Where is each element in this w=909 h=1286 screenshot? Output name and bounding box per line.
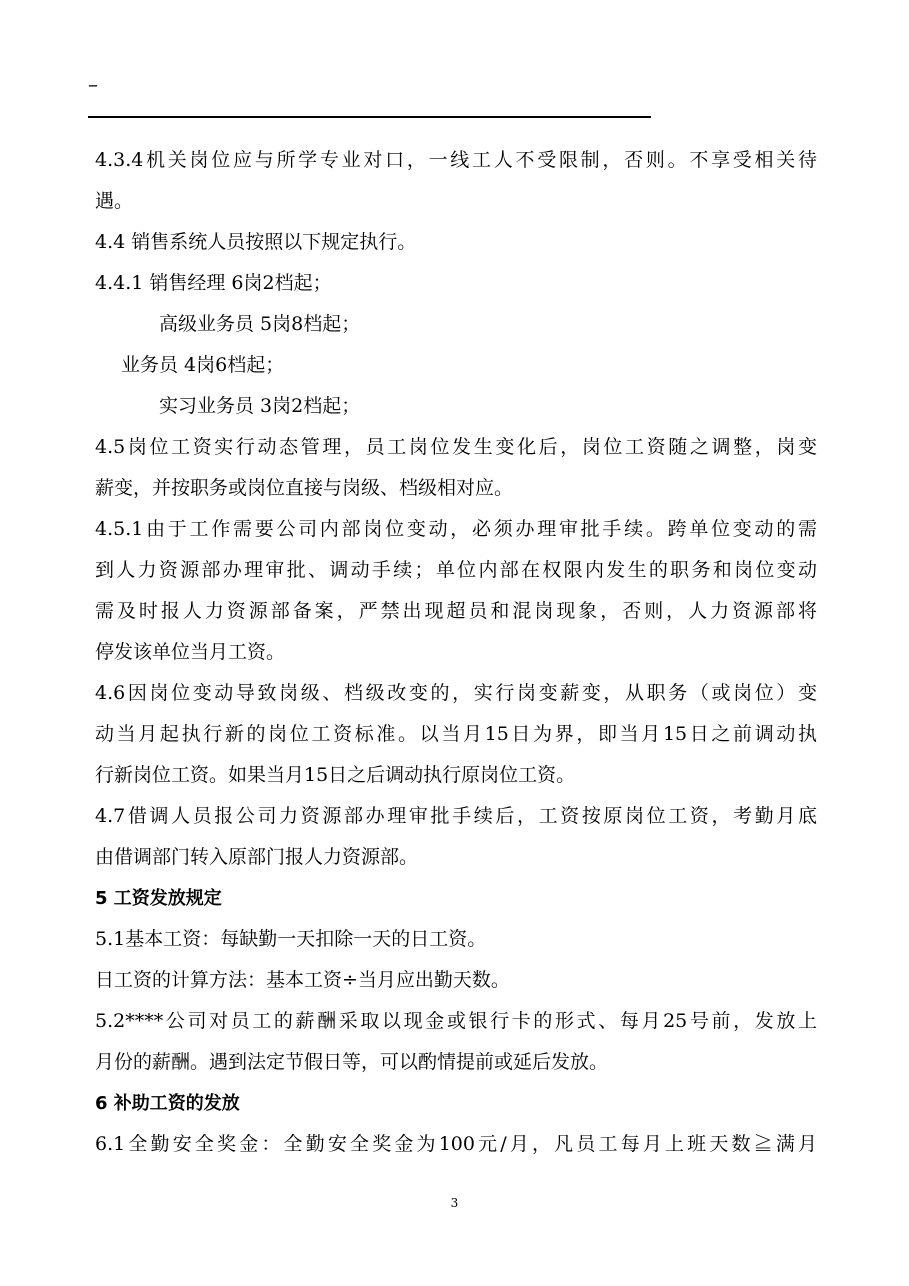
paragraph-line: 需及时报人力资源部备案，严禁出现超员和混岗现象，否则，人力资源部将 [95, 600, 817, 622]
paragraph-line: 薪变，并按职务或岗位直接与岗级、档级相对应。 [95, 477, 514, 499]
paragraph-line: 到人力资源部办理审批、调动手续；单位内部在权限内发生的职务和岗位变动 [95, 559, 817, 581]
header-rule [88, 116, 651, 118]
paragraph-line: 月份的薪酬。遇到法定节假日等，可以酌情提前或延后发放。 [95, 1051, 609, 1073]
paragraph-line: 4.5岗位工资实行动态管理，员工岗位发生变化后，岗位工资随之调整，岗变 [95, 436, 817, 458]
paragraph-line: 4.7借调人员报公司力资源部办理审批手续后，工资按原岗位工资，考勤月底 [95, 805, 817, 827]
paragraph-line: 4.5.1由于工作需要公司内部岗位变动，必须办理审批手续。跨单位变动的需 [95, 518, 817, 540]
document-body [95, 140, 817, 1165]
paragraph-line: 5.2****公司对员工的薪酬采取以现金或银行卡的形式、每月25号前，发放上 [95, 1010, 817, 1032]
page-number: 3 [450, 1196, 459, 1210]
paragraph-line: 行新岗位工资。如果当月15日之后调动执行原岗位工资。 [95, 764, 576, 786]
paragraph-line: 停发该单位当月工资。 [95, 641, 286, 663]
paragraph-line: 由借调部门转入原部门报人力资源部。 [95, 846, 419, 868]
paragraph-line: 遇。 [95, 190, 134, 212]
paragraph-line: 动当月起执行新的岗位工资标准。以当月15日为界，即当月15日之前调动执 [95, 723, 817, 745]
paragraph-line: 日工资的计算方法：基本工资÷当月应出勤天数。 [95, 969, 510, 991]
paragraph-line: 4.6因岗位变动导致岗级、档级改变的，实行岗变薪变，从职务（或岗位）变 [95, 682, 817, 704]
paragraph-line: 实习业务员 3岗2档起； [159, 395, 361, 417]
header-mark: – [88, 72, 98, 96]
section-heading: 5 工资发放规定 [95, 888, 222, 909]
paragraph-line: 4.4.1 销售经理 6岗2档起； [95, 272, 332, 294]
paragraph-line: 4.4 销售系统人员按照以下规定执行。 [95, 231, 417, 253]
paragraph-line: 业务员 4岗6档起； [121, 354, 285, 376]
paragraph-line: 6.1全勤安全奖金：全勤安全奖金为100元/月，凡员工每月上班天数≧满月 [95, 1133, 817, 1155]
paragraph-line: 5.1基本工资：每缺勤一天扣除一天的日工资。 [95, 928, 487, 950]
section-heading: 6 补助工资的发放 [95, 1093, 240, 1114]
paragraph-line: 高级业务员 5岗8档起； [159, 313, 361, 335]
paragraph-line: 4.3.4机关岗位应与所学专业对口，一线工人不受限制，否则。不享受相关待 [95, 149, 817, 171]
